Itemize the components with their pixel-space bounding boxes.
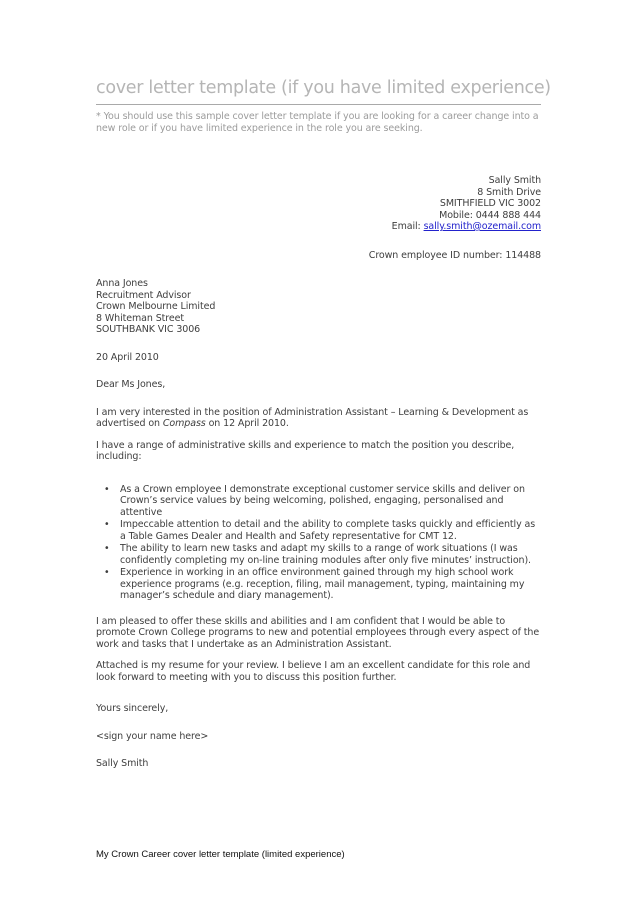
recipient-address-block — [96, 278, 541, 336]
paragraph-intro-date: on 12 April 2010. — [205, 418, 289, 429]
sender-email-line — [96, 221, 541, 233]
recipient-company: Crown Melbourne Limited — [96, 301, 216, 312]
paragraph-offer: I am pleased to offer these skills and abilities and I am confident that I would be able to promote Crown College programs to new and potential employees through every aspect of the work and tasks that I undertake as an Administration Assistant. — [96, 615, 540, 650]
signature-name: Sally Smith — [96, 758, 149, 769]
template-usage-note: * You should use this sample cover letter template if you are looking for a career change into a new role or if you have limited experience in the role you are seeking. — [96, 111, 539, 134]
paragraph-intro — [96, 407, 541, 430]
signature-placeholder: <sign your name here> — [96, 730, 209, 742]
skill-bullet-office-experience: • Experience in working in an office environment gained through my high school work experience programs (e.g. reception, filing, mail management, typing, maintaining my manager’s schedule and diary management). — [96, 567, 541, 602]
email-link[interactable]: sally.smith@ozemail.com — [423, 221, 541, 232]
employee-id-line: Crown employee ID number: 114488 — [368, 249, 541, 261]
title-divider — [96, 104, 541, 105]
recipient-city: SOUTHBANK VIC 3006 — [96, 324, 201, 335]
recipient-name: Anna Jones — [96, 278, 148, 289]
sender-address-block — [96, 175, 541, 233]
closing: Yours sincerely, — [96, 703, 169, 714]
paragraph-intro-text: I am very interested in the position of Administration Assistant – Learning & Development as advertised on — [96, 406, 529, 429]
paragraph-skills-lead: I have a range of administrative skills and experience to match the position you describe, including: — [96, 439, 515, 462]
recipient-street: 8 Whiteman Street — [96, 312, 184, 324]
footer-document-label: My Crown Career cover letter template (limited experience) — [96, 849, 345, 860]
letter-date: 20 April 2010 — [96, 351, 159, 363]
recipient-title: Recruitment Advisor — [96, 289, 191, 301]
letter-page — [96, 0, 551, 900]
publication-name: Compass — [162, 418, 206, 429]
salutation: Dear Ms Jones, — [96, 379, 166, 390]
paragraph-resume: Attached is my resume for your review. I believe I am an excellent candidate for this role and look forward to meeting with you to discuss this position further. — [96, 660, 531, 683]
skill-bullet-attention-to-detail: • Impeccable attention to detail and the ability to complete tasks quickly and efficiently as a Table Games Dealer and Health and Safety representative for CMT 12. — [96, 519, 541, 542]
sender-name: Sally Smith — [488, 175, 541, 186]
sender-city: SMITHFIELD VIC 3002 — [439, 198, 541, 209]
email-label: Email: — [391, 221, 424, 232]
sender-street: 8 Smith Drive — [477, 186, 541, 198]
skill-bullet-customer-service: • As a Crown employee I demonstrate exceptional customer service skills and deliver on Crown’s service values by being welcoming, polished, engaging, personalised and attentive — [96, 484, 541, 519]
page-title: cover letter template (if you have limited experience) — [96, 78, 551, 98]
skills-bullet-list — [96, 484, 541, 602]
sender-mobile: Mobile: 0444 888 444 — [439, 209, 541, 221]
skill-bullet-learn-new-tasks: • The ability to learn new tasks and adapt my skills to a range of work situations (I was confidently completing my on-line training modules after only five minutes’ instruction). — [96, 543, 541, 566]
